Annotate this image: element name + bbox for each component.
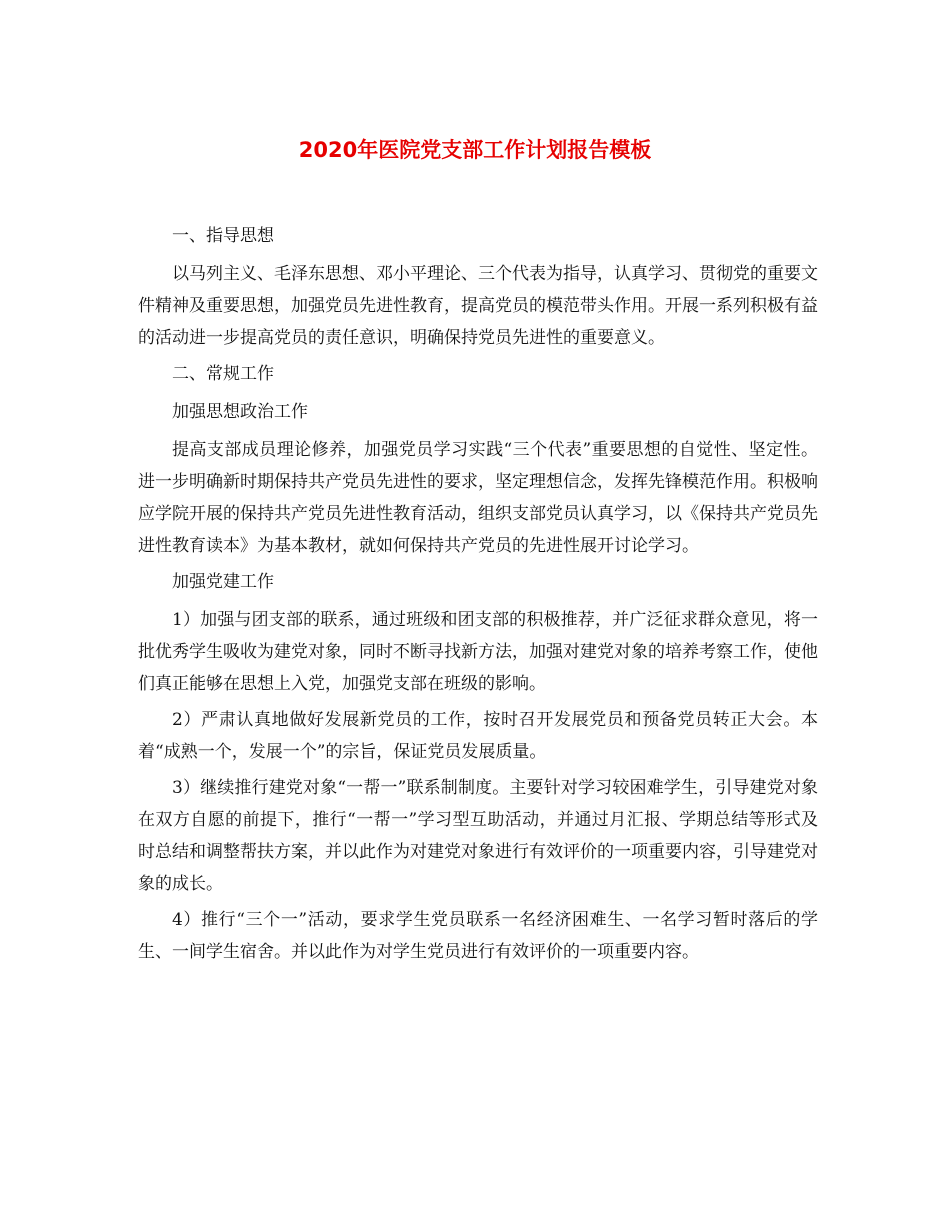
list-item-4: 4）推行“三个一”活动，要求学生党员联系一名经济困难生、一名学习暂时落后的学生、一间学生宿舍。并以此作为对学生党员进行有效评价的一项重要内容。 (138, 910, 818, 962)
subheading-ideological-work: 加强思想政治工作 (172, 402, 308, 422)
list-item-2: 2）严肃认真地做好发展新党员的工作，按时召开发展党员和预备党员转正大会。本着“成熟一个，发展一个”的宗旨，保证党员发展质量。 (138, 710, 818, 762)
subheading-party-building: 加强党建工作 (172, 572, 274, 592)
section-heading-routine-work: 二、常规工作 (172, 364, 274, 384)
document-title: 2020年医院党支部工作计划报告模板 (298, 138, 652, 162)
paragraph-guiding-ideology: 以马列主义、毛泽东思想、邓小平理论、三个代表为指导，认真学习、贯彻党的重要文件精神及重要思想，加强党员先进性教育，提高党员的模范带头作用。开展一系列积极有益的活动进一步提高党员的责任意识，明确保持党员先进性的重要意义。 (138, 264, 818, 348)
paragraph-ideological-work: 提高支部成员理论修养，加强党员学习实践“三个代表”重要思想的自觉性、坚定性。进一步明确新时期保持共产党员先进性的要求，坚定理想信念，发挥先锋模范作用。积极响应学院开展的保持共产党员先进性教育活动，组织支部党员认真学习，以《保持共产党员先进性教育读本》为基本教材，就如何保持共产党员的先进性展开讨论学习。 (138, 440, 818, 556)
section-heading-guiding-ideology: 一、指导思想 (172, 226, 274, 246)
document-body (138, 220, 818, 972)
list-item-3: 3）继续推行建党对象“一帮一”联系制制度。主要针对学习较困难学生，引导建党对象在双方自愿的前提下，推行“一帮一”学习型互助活动，并通过月汇报、学期总结等形式及时总结和调整帮扶方案，并以此作为对建党对象进行有效评价的一项重要内容，引导建党对象的成长。 (138, 778, 818, 894)
list-item-1: 1）加强与团支部的联系，通过班级和团支部的积极推荐，并广泛征求群众意见，将一批优秀学生吸收为建党对象，同时不断寻找新方法，加强对建党对象的培养考察工作，使他们真正能够在思想上入党，加强党支部在班级的影响。 (138, 610, 818, 694)
